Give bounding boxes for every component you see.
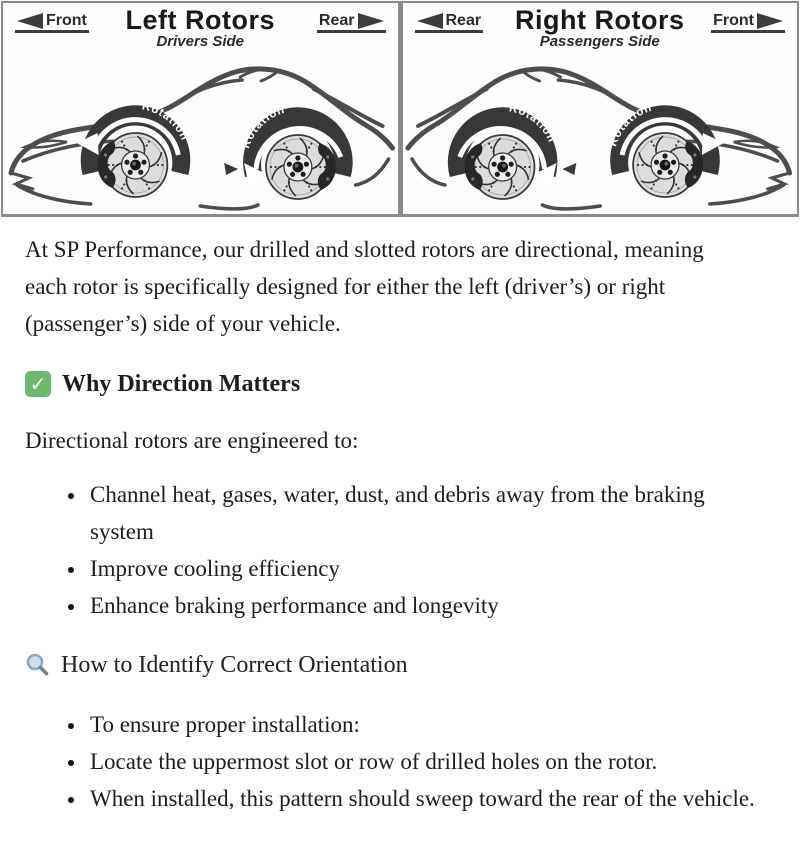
- magnifying-glass-icon: [25, 652, 52, 679]
- rear-label: Rear: [318, 12, 355, 29]
- rotation-label: Rotation: [606, 101, 654, 149]
- panel-subheading: Drivers Side: [156, 33, 245, 50]
- identify-orientation-heading: [25, 650, 765, 680]
- panel-subheading: Passengers Side: [539, 33, 660, 50]
- heading-text: How to Identify Correct Orientation: [61, 652, 408, 678]
- list-item: • Enhance braking performance and longevity: [87, 587, 770, 624]
- arrow-right-icon: [757, 13, 783, 29]
- article-body: [0, 217, 790, 847]
- list-item: • When installed, this pattern should sweep toward the rear of the vehicle.: [87, 780, 770, 817]
- front-direction-indicator: [711, 12, 785, 33]
- front-label: Front: [713, 12, 754, 29]
- rotation-label: Rotation: [507, 102, 558, 145]
- rotation-label: Rotation: [240, 103, 287, 151]
- rear-label: Rear: [445, 12, 482, 29]
- check-mark-icon: ✓: [25, 371, 51, 397]
- panel-heading: Left Rotors: [125, 5, 275, 35]
- why-direction-matters-heading: [25, 369, 765, 399]
- list-item: • To ensure proper installation:: [87, 706, 770, 743]
- left-rotors-panel: [3, 3, 398, 214]
- arrow-right-icon: [358, 13, 384, 29]
- list-item: • Locate the uppermost slot or row of drilled holes on the rotor.: [87, 743, 770, 780]
- right-rotors-panel: [403, 3, 798, 214]
- list-item: • Channel heat, gases, water, dust, and debris away from the braking system: [87, 476, 770, 550]
- list-item: • Improve cooling efficiency: [87, 550, 770, 587]
- rear-direction-indicator: [317, 12, 386, 33]
- heading-text: Why Direction Matters: [62, 371, 301, 397]
- engineered-to-lead: Directional rotors are engineered to:: [25, 428, 359, 453]
- front-label: Front: [46, 12, 87, 29]
- why-bullet-list: [25, 476, 770, 624]
- rotation-label: Rotation: [140, 100, 191, 143]
- rotor-direction-diagram: [1, 1, 799, 217]
- identify-bullet-list: [25, 706, 770, 817]
- intro-paragraph: At SP Performance, our drilled and slotted rotors are directional, meaning each rotor is specifically designed for either the left (driver’s) or right (passenger’s) side of your vehicle.: [25, 237, 704, 336]
- panel-heading: Right Rotors: [515, 5, 685, 35]
